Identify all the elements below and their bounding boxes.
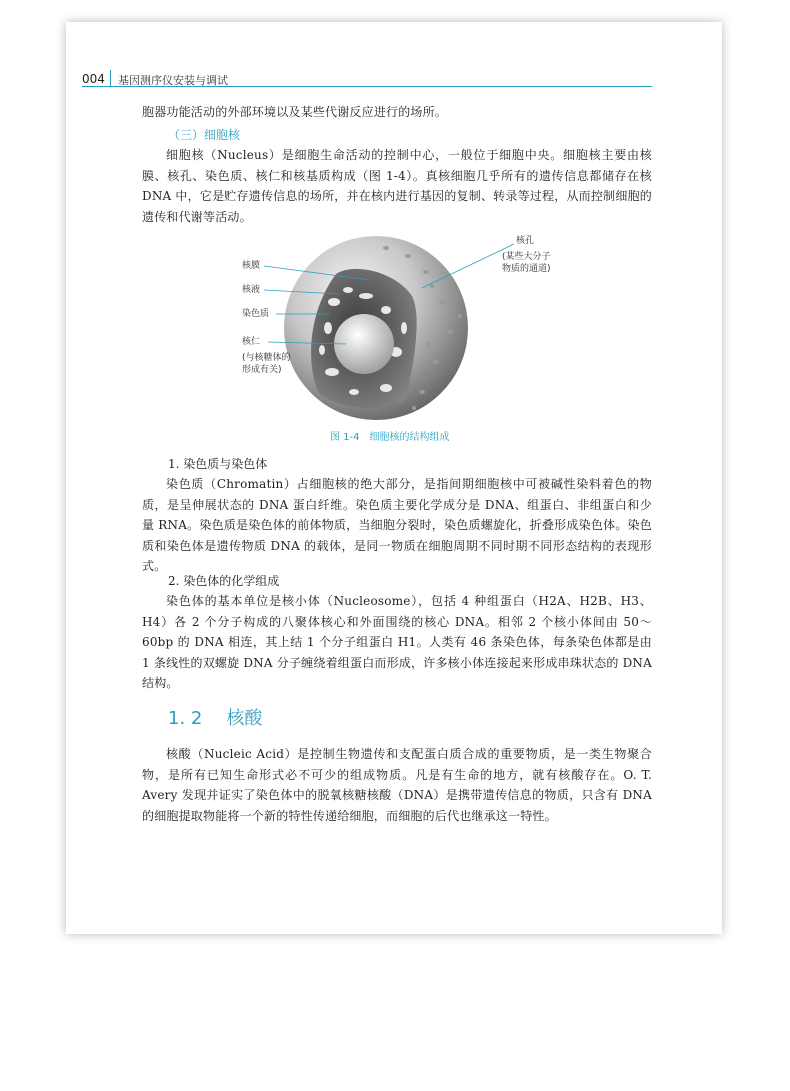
intro-line: 胞器功能活动的外部环境以及某些代谢反应进行的场所。 <box>142 105 448 119</box>
label-nucleolus: 核仁 <box>242 337 261 347</box>
subsection-heading: （三）细胞核 <box>168 128 241 142</box>
section-number: 1. 2 <box>168 708 203 729</box>
item1-heading: 1. 染色质与染色体 <box>168 457 268 471</box>
nucleus-figure <box>236 232 566 432</box>
page-number: 004 <box>82 72 105 86</box>
label-pore-note-2: 物质的通道) <box>502 264 551 274</box>
nucleic-acid-paragraph: 核酸（Nucleic Acid）是控制生物遗传和支配蛋白质合成的重要物质，是一类生物聚合物，是所有已知生命形式必不可少的组成物质。凡是有生命的地方，就有核酸存在。O. T. Avery 发现并证实了染色体中的脱氧核糖核酸（DNA）是携带遗传信息的物质，只含有 DNA 的细胞提取物能将一个新的特性传递给细胞，而细胞的后代也继承这一特性。 <box>142 747 652 823</box>
label-nucleolus-note-1: (与核糖体的 <box>242 353 291 363</box>
header-divider <box>110 70 111 86</box>
chromosome-paragraph: 染色体的基本单位是核小体（Nucleosome），包括 4 种组蛋白（H2A、H2B、H3、H4）各 2 个分子构成的八聚体核心和外面围绕的核心 DNA。相邻 2 个核小体间由 50～60bp 的 DNA 相连，其上结 1 个分子组蛋白 H1。人类有 46 条染色体，每条染色体都是由 1 条线性的双螺旋 DNA 分子缠绕着组蛋白而形成，许多核小体连接起来形成串珠状态的 DNA 结构。 <box>142 594 652 691</box>
chromatin-paragraph: 染色质（Chromatin）占细胞核的绝大部分，是指间期细胞核中可被碱性染料着色的物质，是呈伸展状态的 DNA 蛋白纤维。染色质主要化学成分是 DNA、组蛋白、非组蛋白和少量 RNA。染色质是染色体的前体物质，当细胞分裂时，染色质螺旋化，折叠形成染色体。染色质和染色体是遗传物质 DNA 的载体，是同一物质在细胞周期不同时期不同形态结构的表现形式。 <box>142 477 652 574</box>
label-nucleoplasm: 核液 <box>242 285 261 295</box>
figure-caption: 图 1-4 细胞核的结构组成 <box>330 432 450 443</box>
nucleus-paragraph: 细胞核（Nucleus）是细胞生命活动的控制中心，一般位于细胞中央。细胞核主要由核膜、核孔、染色质、核仁和核基质构成（图 1-4）。真核细胞几乎所有的遗传信息都储存在核 DNA 中，它是贮存遗传信息的场所，并在核内进行基因的复制、转录等过程，从而控制细胞的遗传和代谢等活动。 <box>142 148 652 224</box>
running-title: 基因测序仪安装与调试 <box>118 74 228 87</box>
section-heading <box>168 704 262 730</box>
page-header <box>82 58 652 87</box>
label-pore-note-1: (某些大分子 <box>502 252 551 262</box>
label-nucleolus-note-2: 形成有关) <box>242 365 282 375</box>
label-chromatin: 染色质 <box>242 309 270 319</box>
section-title: 核酸 <box>226 708 263 729</box>
item2-heading: 2. 染色体的化学组成 <box>168 574 280 588</box>
label-nuclear-membrane: 核膜 <box>242 261 261 271</box>
label-nuclear-pore: 核孔 <box>516 236 535 246</box>
